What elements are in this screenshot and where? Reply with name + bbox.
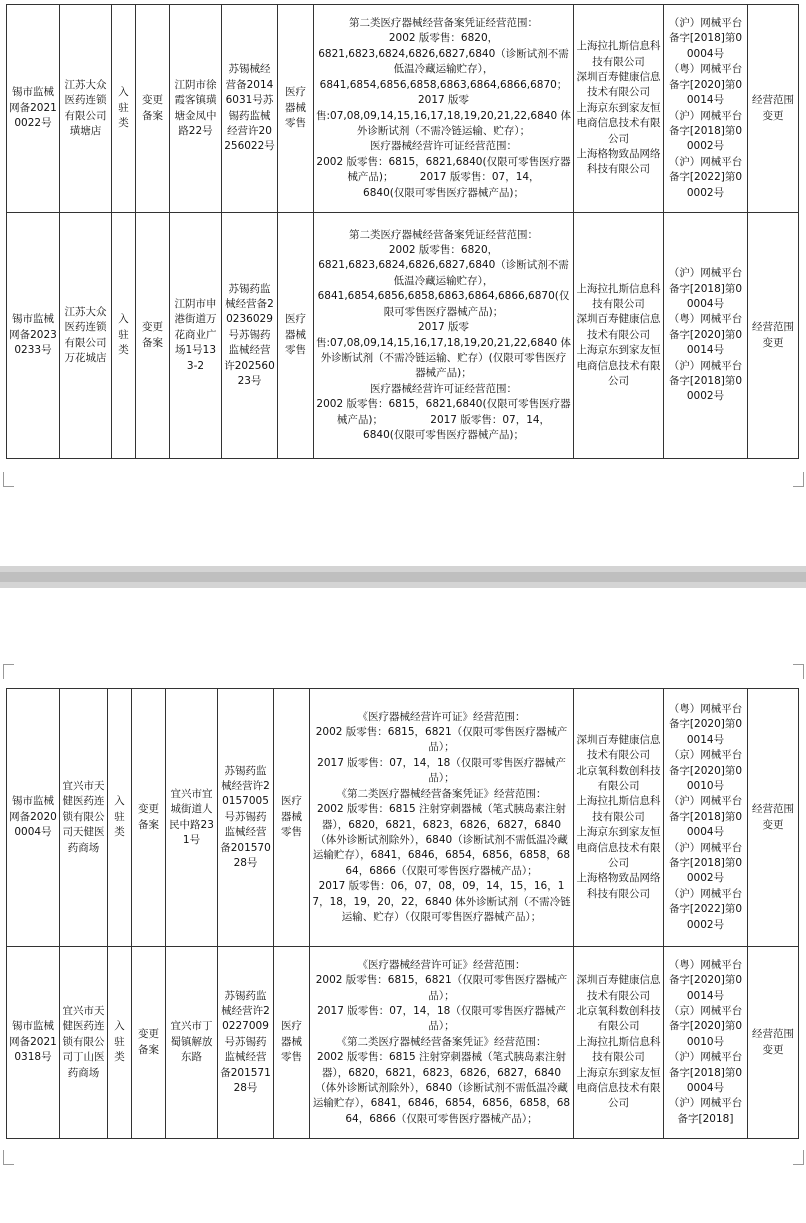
platform-record: （沪）网械平台备字[2018]第00004号	[668, 17, 743, 60]
platform-name: 北京氧科数创科技有限公司	[576, 764, 661, 792]
entry-type: 入驻类	[112, 5, 136, 213]
scope-line: 第二类医疗器械经营备案凭证经营范围：	[349, 17, 538, 30]
registration-number: 锡市监械网备20210318号	[7, 947, 60, 1139]
business-scope	[310, 689, 574, 947]
platform-name: 深圳百寿健康信息技术有限公司	[576, 733, 661, 762]
platform-name: 深圳百寿健康信息技术有限公司	[576, 974, 661, 1002]
scope-line: 6841,6854,6856,6858,6863,6864,6866,6870(仅限可零售医疗器械产品)；	[317, 290, 570, 318]
filing-action: 变更备案	[136, 213, 170, 459]
document-page-bottom	[0, 588, 806, 1223]
platform-name: 上海拉扎斯信息科技有限公司	[576, 282, 661, 310]
scope-line: 2002 版零售：6815，6821（仅限可零售医疗器械产品）；	[315, 974, 568, 1002]
platform-record: （沪）网械平台备字[2022]第00002号	[668, 887, 743, 931]
business-address: 宜兴市丁蜀镇解放东路	[166, 947, 218, 1139]
scope-line: 2002 版零售：6815，6821,6840(仅限可零售医疗器械产品)； 2017 版零售：07，14，	[316, 398, 571, 426]
platform-record: （沪）网械平台备字[2018]第00004号	[668, 1051, 743, 1095]
platform-name: 深圳百寿健康信息技术有限公司	[576, 70, 661, 99]
scope-line: 售:07,08,09,14,15,16,17,18,19,20,21,22,6840 体外诊断试剂（不需冷链运输、贮存）；	[316, 109, 571, 137]
business-category: 医疗器械零售	[274, 689, 310, 947]
platform-record: （沪）网械平台备字[2022]第00002号	[668, 155, 743, 199]
scope-line: 2017 版零售：07，14，18（仅限可零售医疗器械产品）；	[317, 756, 566, 785]
platform-name: 上海京东到家友恒电商信息技术有限公司	[576, 826, 661, 870]
platform-record: （沪）网械平台备字[2018]第00004号	[668, 267, 743, 310]
document-page-top	[0, 0, 806, 566]
record-table-bottom	[6, 688, 799, 1139]
scope-line: 医疗器械经营许可证经营范围：	[370, 382, 517, 395]
platform-name: 上海拉扎斯信息科技有限公司	[576, 40, 661, 68]
platform-record: （沪）网械平台备字[2018]第00002号	[668, 109, 743, 153]
page-separator	[0, 566, 806, 588]
platform-name: 上海拉扎斯信息科技有限公司	[576, 795, 661, 823]
platform-name: 上海拉扎斯信息科技有限公司	[576, 1035, 661, 1064]
change-item: 经营范围变更	[748, 213, 799, 459]
scope-line: 《第二类医疗器械经营备案凭证》经营范围：	[336, 1035, 547, 1048]
business-address: 宜兴市宜城街道人民中路231号	[166, 689, 218, 947]
platform-record: （京）网械平台备字[2020]第00010号	[668, 749, 743, 792]
scope-line: 《第二类医疗器械经营备案凭证》经营范围：	[336, 787, 547, 800]
business-category: 医疗器械零售	[274, 947, 310, 1139]
scope-line: 医疗器械经营许可证经营范围：	[370, 140, 517, 153]
business-category: 医疗器械零售	[278, 5, 314, 213]
platform-operators	[574, 947, 664, 1139]
platform-name: 上海格物致品网络科技有限公司	[576, 148, 661, 176]
page-corner-mark	[3, 472, 14, 487]
scope-line: 2002 版零售：6820，	[388, 32, 499, 45]
entry-type: 入驻类	[108, 689, 132, 947]
platform-record: （沪）网械平台备字[2018]第00002号	[668, 841, 743, 885]
business-scope	[314, 5, 574, 213]
platform-operators	[574, 213, 664, 459]
company-name: 江苏大众医药连锁有限公司万花城店	[60, 213, 112, 459]
platform-records	[664, 5, 748, 213]
license-number: 苏锡药监械经营许20227009号苏锡药监械经营备20157128号	[218, 947, 274, 1139]
business-address: 江阴市徐霞客镇璜塘金凤中路22号	[170, 5, 222, 213]
scope-line: 2017 版零	[417, 321, 470, 334]
platform-name: 北京氧科数创科技有限公司	[576, 1004, 661, 1033]
scope-line: 6840(仅限可零售医疗器械产品)；	[363, 428, 524, 441]
scope-line: 2002 版零售：6820，	[388, 244, 499, 257]
scope-line: 《医疗器械经营许可证》经营范围：	[357, 958, 526, 971]
platform-name: 上海京东到家友恒电商信息技术有限公司	[576, 1066, 661, 1110]
change-item: 经营范围变更	[748, 689, 799, 947]
registration-number: 锡市监械网备20200004号	[7, 689, 60, 947]
platform-name: 上海京东到家友恒电商信息技术有限公司	[576, 101, 661, 145]
license-number: 苏锡药监械经营许20157005号苏锡药监械经营备20157028号	[218, 689, 274, 947]
scope-line: 2017 版零售：06，07，08，09，14，15，16，17，18，19，20，22，6840 体外诊断试剂（不需冷链运输、贮存）（仅限可零售医疗器械产品）；	[312, 880, 571, 923]
scope-line: 2002 版零售：6815，6821（仅限可零售医疗器械产品）；	[315, 726, 568, 754]
business-scope	[310, 947, 574, 1139]
table-row	[7, 689, 799, 947]
scope-line: 2017 版零售：07，14，18（仅限可零售医疗器械产品）；	[317, 1004, 566, 1033]
scope-line: 2002 版零售：6815 注射穿刺器械（笔式胰岛素注射器），6820，6821，6823，6826，6827，6840（体外诊断试剂除外），6840（诊断试剂不需低温冷藏运输贮存），6841，6846，6854，6856，6858，6864，6866（仅限可零售医疗器械产品）；	[312, 1051, 571, 1125]
platform-record: （粤）网械平台备字[2020]第00014号	[668, 702, 743, 746]
page-corner-mark	[3, 1150, 14, 1165]
scope-line: 6821,6823,6824,6826,6827,6840（诊断试剂不需低温冷藏运输贮存），	[318, 259, 569, 287]
change-item: 经营范围变更	[748, 947, 799, 1139]
platform-record: （京）网械平台备字[2020]第00010号	[668, 1004, 743, 1048]
license-number: 苏锡械经营备20146031号苏锡药监械经营许20256022号	[222, 5, 278, 213]
filing-action: 变更备案	[132, 947, 166, 1139]
page-corner-mark	[793, 1150, 804, 1165]
table-row	[7, 947, 799, 1139]
platform-name: 上海格物致品网络科技有限公司	[576, 872, 661, 900]
record-table-top	[6, 4, 799, 459]
business-address: 江阴市申港街道万花商业广场1号133-2	[170, 213, 222, 459]
scope-line: 2002 版零售：6815 注射穿刺器械（笔式胰岛素注射器），6820，6821，6823，6826，6827，6840（体外诊断试剂除外），6840（诊断试剂不需低温冷藏运输贮存），6841，6846，6854，6856，6858，6864，6866（仅限可零售医疗器械产品）；	[312, 803, 571, 877]
platform-record: （粤）网械平台备字[2020]第00014号	[668, 958, 743, 1002]
platform-record: （沪）网械平台备字[2018]	[668, 1097, 743, 1125]
platform-record: （粤）网械平台备字[2020]第00014号	[668, 63, 743, 107]
company-name: 宜兴市天健医药连锁有限公司丁山医药商场	[60, 947, 108, 1139]
table-row	[7, 213, 799, 459]
registration-number: 锡市监械网备20210022号	[7, 5, 60, 213]
license-number: 苏锡药监械经营备20236029号苏锡药监械经营许20256023号	[222, 213, 278, 459]
business-scope	[314, 213, 574, 459]
filing-action: 变更备案	[132, 689, 166, 947]
change-item: 经营范围变更	[748, 5, 799, 213]
platform-name: 深圳百寿健康信息技术有限公司	[576, 313, 661, 341]
scope-line: 6841,6854,6856,6858,6863,6864,6866,6870；	[319, 78, 568, 91]
scope-line: 第二类医疗器械经营备案凭证经营范围：	[349, 228, 538, 241]
scope-line: 6821,6823,6824,6826,6827,6840（诊断试剂不需低温冷藏运输贮存），	[318, 47, 569, 76]
registration-number: 锡市监械网备20230233号	[7, 213, 60, 459]
scope-line: 6840(仅限可零售医疗器械产品)；	[363, 186, 524, 199]
filing-action: 变更备案	[136, 5, 170, 213]
platform-record: （沪）网械平台备字[2018]第00004号	[668, 795, 743, 839]
table-row	[7, 5, 799, 213]
scope-line: 售:07,08,09,14,15,16,17,18,19,20,21,22,6840 体外诊断试剂（不需冷链运输、贮存）(仅限可零售医疗器械产品)；	[316, 336, 571, 380]
page-corner-mark	[793, 664, 804, 679]
platform-records	[664, 947, 748, 1139]
entry-type: 入驻类	[108, 947, 132, 1139]
business-category: 医疗器械零售	[278, 213, 314, 459]
platform-records	[664, 689, 748, 947]
platform-operators	[574, 5, 664, 213]
page-corner-mark	[793, 472, 804, 487]
platform-record: （沪）网械平台备字[2018]第00002号	[668, 359, 743, 403]
platform-record: （粤）网械平台备字[2020]第00014号	[668, 313, 743, 357]
platform-name: 上海京东到家友恒电商信息技术有限公司	[576, 344, 661, 388]
page-corner-mark	[3, 664, 14, 679]
scope-line: 《医疗器械经营许可证》经营范围：	[357, 710, 526, 723]
entry-type: 入驻类	[112, 213, 136, 459]
platform-records	[664, 213, 748, 459]
scope-line: 2017 版零	[417, 94, 470, 107]
scope-line: 2002 版零售：6815，6821,6840(仅限可零售医疗器械产品)； 2017 版零售：07，14，	[316, 155, 571, 184]
platform-operators	[574, 689, 664, 947]
company-name: 宜兴市天健医药连锁有限公司天健医药商场	[60, 689, 108, 947]
company-name: 江苏大众医药连锁有限公司璜塘店	[60, 5, 112, 213]
